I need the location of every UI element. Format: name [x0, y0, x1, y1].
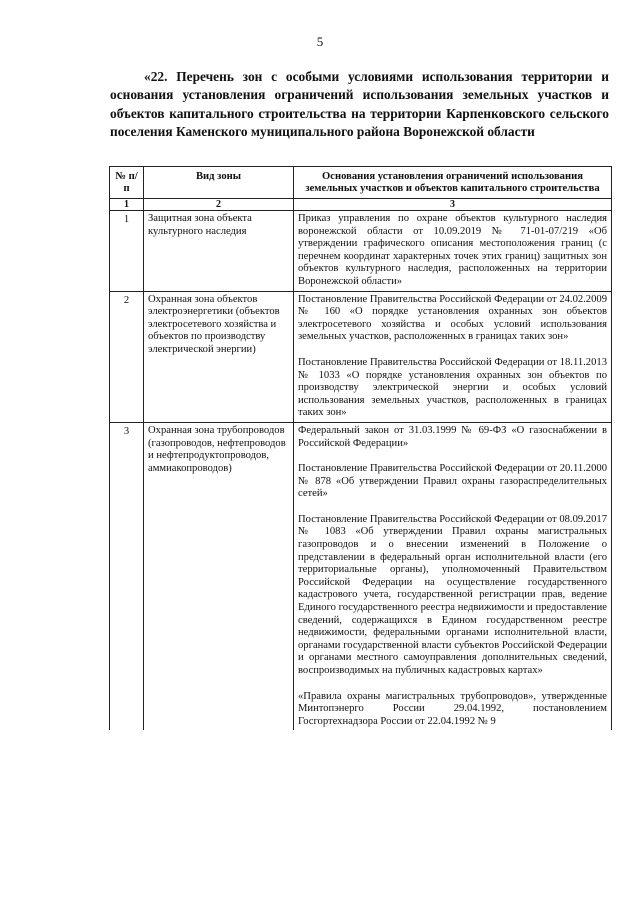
- basis-item: Постановление Правительства Российской Федерации от 24.02.2009 № 160 «О порядке установления охранных зон объектов электросетевого хозяйства и особых условий использования земельных участков, расположенных в границах таких зон»: [298, 293, 607, 343]
- basis-item: Постановление Правительства Российской Федерации от 20.11.2000 № 878 «Об утверждении Правил охраны газораспределительных сетей»: [298, 463, 607, 500]
- basis-item: Постановление Правительства Российской Федерации от 18.11.2013 № 1033 «О порядке установления охранных зон объектов по производству электрической энергии и особых условий использования земельных участков, расположенных в границах таких зон»: [298, 356, 607, 419]
- table-row: [110, 291, 612, 422]
- table-row: [110, 422, 612, 730]
- column-number-row: [110, 199, 612, 211]
- table-header-row: [110, 167, 612, 199]
- basis-item: Постановление Правительства Российской Федерации от 08.09.2017 № 1083 «Об утверждении Правил охраны магистральных газопроводов и о внесении изменений в Положение о представлении в федеральный орган исполнительной власти (его территориальные органы), уполномоченный Правительством Российской Федерации на осуществление государственного кадастрового учета, государственной регистрации прав, ведение Единого государственного реестра недвижимости и предоставление сведений, содержащихся в Едином государственном реестре недвижимости, федеральными органами исполнительной власти, органами государственной власти субъектов Российской Федерации и органами местного самоуправления дополнительных сведений, воспроизводимых на публичных кадастровых картах»: [298, 513, 607, 676]
- zone-type-cell: Защитная зона объекта культурного наследия: [144, 211, 294, 292]
- zones-table: [109, 166, 612, 730]
- row-number: 3: [110, 422, 144, 730]
- basis-item: Федеральный закон от 31.03.1999 № 69-ФЗ «О газоснабжении в Российской Федерации»: [298, 424, 607, 449]
- table-row: [110, 211, 612, 292]
- zone-type-cell: Охранная зона трубопроводов (газопроводов, нефтепроводов и нефтепродуктопроводов, аммиакопроводов): [144, 422, 294, 730]
- zone-type-cell: Охранная зона объектов электроэнергетики (объектов электросетевого хозяйства и объектов по производству электрической энергии): [144, 291, 294, 422]
- column-number: 1: [110, 199, 144, 211]
- header-basis: Основания установления ограничений использования земельных участков и объектов капитального строительства: [294, 167, 612, 199]
- row-number: 1: [110, 211, 144, 292]
- row-number: 2: [110, 291, 144, 422]
- basis-cell: [294, 422, 612, 730]
- column-number: 2: [144, 199, 294, 211]
- basis-item: Приказ управления по охране объектов культурного наследия воронежской области от 10.09.2019 № 71-01-07/219 «Об утверждении графического описания местоположения границ (с перечнем координат характерных точек этих границ) защитных зон объектов культурного наследия, расположенных на территории Воронежской области»: [298, 213, 607, 287]
- section-heading: [110, 68, 609, 141]
- header-zone-type: Вид зоны: [144, 167, 294, 199]
- column-number: 3: [294, 199, 612, 211]
- basis-item: «Правила охраны магистральных трубопроводов», утвержденные Минтопэнерго России 29.04.1992, постановлением Госгортехнадзора России от 22.04.1992 № 9: [298, 690, 607, 727]
- page-number: 5: [316, 34, 324, 49]
- basis-cell: [294, 291, 612, 422]
- basis-cell: [294, 211, 612, 292]
- section-heading-text: «22. Перечень зон с особыми условиями использования территории и основания установления ограничений использования земельных участков и объектов капитального строительства на территории Карпенковского сельского поселения Каменского муниципального района Воронежской области: [110, 69, 609, 139]
- header-num: № п/п: [110, 167, 144, 199]
